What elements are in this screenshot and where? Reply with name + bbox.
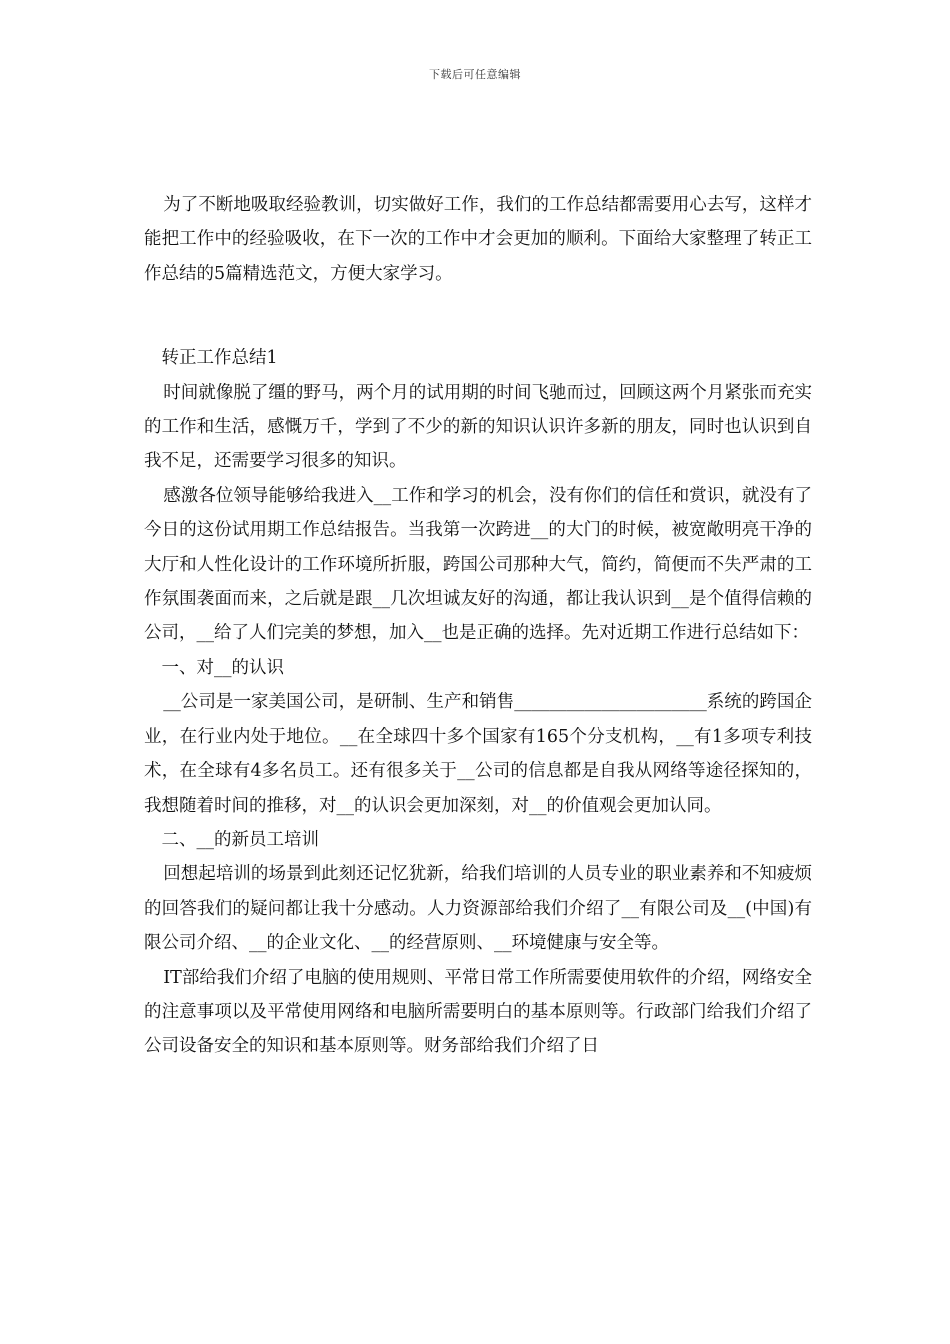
page-header: 下载后可任意编辑 — [429, 68, 521, 81]
paragraph-2: 感激各位领导能够给我进入__工作和学习的机会，没有你们的信任和赏识，就没有了今日的这份试用期工作总结报告。当我第一次跨进__的大门的时候，被宽敞明亮干净的大厅和人性化设计的工作环境所折服，跨国公司那种大气，简约，简便而不失严肃的工作氛围袭面而来，之后就是跟__几次坦诚友好的沟通，都让我认识到__是个值得信赖的公司，__给了人们完美的梦想，加入__也是正确的选择。先对近期工作进行总结如下： — [144, 485, 812, 644]
paragraph-1: 时间就像脱了缰的野马，两个月的试用期的时间飞驰而过，回顾这两个月紧张而充实的工作和生活，感慨万千，学到了不少的新的知识认识许多新的朋友，同时也认识到自我不足，还需要学习很多的知识。 — [144, 382, 812, 472]
document-body — [144, 188, 812, 1064]
intro-paragraph: 为了不断地吸取经验教训，切实做好工作，我们的工作总结都需要用心去写，这样才能把工作中的经验吸收，在下一次的工作中才会更加的顺利。下面给大家整理了转正工作总结的5篇精选范文，方便大家学习。 — [144, 195, 812, 284]
spacer — [144, 291, 812, 341]
heading-1: 一、对__的认识 — [161, 657, 284, 678]
paragraph-3: __公司是一家美国公司，是研制、生产和销售______________________系统的跨国企业，在行业内处于地位。__在全球四十多个国家有165个分支机构，__有1多项专利技术，在全球有4多名员工。还有很多关于__公司的信息都是自我从网络等途径探知的，我想随着时间的推移，对__的认识会更加深刻，对__的价值观会更加认同。 — [144, 692, 812, 816]
heading-2: 二、__的新员工培训 — [161, 829, 319, 850]
paragraph-4: 回想起培训的场景到此刻还记忆犹新，给我们培训的人员专业的职业素养和不知疲烦的回答我们的疑问都让我十分感动。人力资源部给我们介绍了__有限公司及__(中国)有限公司介绍、__的企业文化、__的经营原则、__环境健康与安全等。 — [144, 864, 812, 954]
paragraph-5: IT部给我们介绍了电脑的使用规则、平常日常工作所需要使用软件的介绍，网络安全的注意事项以及平常使用网络和电脑所需要明白的基本原则等。行政部门给我们介绍了公司设备安全的知识和基本原则等。财务部给我们介绍了日 — [144, 967, 812, 1057]
section-title: 转正工作总结1 — [161, 348, 278, 369]
